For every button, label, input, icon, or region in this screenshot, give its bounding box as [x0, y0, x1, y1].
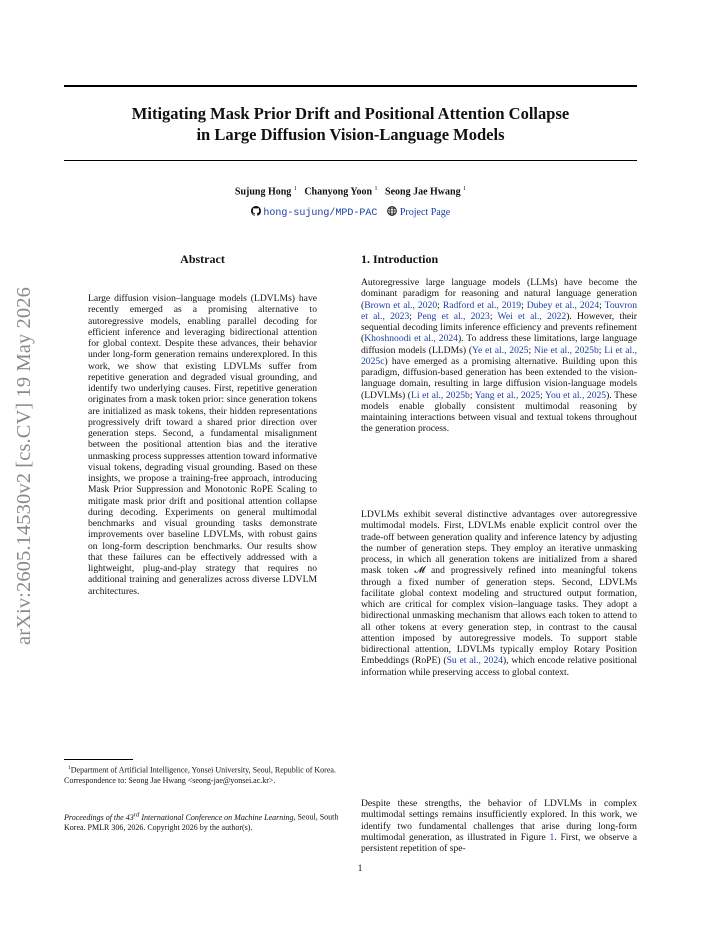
citation-link[interactable]: Nie et al., 2025b — [533, 344, 599, 356]
paragraph-text: ; — [598, 344, 605, 356]
intro-paragraph-3 — [361, 798, 637, 854]
paragraph-text: ), which encode relative positional information while preserving access to global context. — [361, 655, 637, 678]
citation-link[interactable]: Li et al., 2025c — [361, 344, 637, 367]
citation-link[interactable]: Su et al., 2024 — [446, 655, 503, 667]
section-heading-introduction: 1. Introduction — [361, 252, 439, 266]
paragraph-text: ; — [599, 299, 605, 311]
paper-title — [64, 103, 637, 145]
citation-link[interactable]: Touvron et al., 2023 — [361, 299, 637, 322]
paragraph-text: ; — [469, 389, 475, 401]
citation-link[interactable]: Brown et al., 2020 — [364, 299, 438, 311]
conference-number: 43 — [125, 812, 134, 822]
globe-icon — [387, 207, 397, 218]
title-bottom-rule — [64, 160, 637, 161]
proceedings-prefix: Proceedings of the — [64, 812, 126, 822]
author-affiliation-mark: 1 — [463, 186, 467, 192]
paragraph-text: ) have emerged as a promising alternative. Building upon this paradigm, diffusion-based generation has been extended to the vision-language domain, resulting in large diffusion vision-language models (LDVLMs) ( — [361, 355, 637, 401]
github-icon — [251, 207, 261, 218]
affiliation-footnote — [64, 763, 341, 786]
citation-link[interactable]: Li et al., 2025b — [411, 389, 470, 401]
title-line-1: Mitigating Mask Prior Drift and Positional Attention Collapse — [131, 104, 570, 123]
citation-link[interactable]: You et al., 2025 — [545, 389, 607, 401]
author-list — [64, 186, 637, 197]
repo-link[interactable]: hong-sujung/MPD-PAC — [263, 208, 378, 219]
paragraph-text: ). To address these limitations, large language diffusion models (LLDMs) ( — [361, 333, 637, 356]
citation-link[interactable]: Peng et al., 2023 — [417, 310, 490, 322]
paragraph-text: . First, we observe a persistent repetition of spe- — [361, 831, 637, 854]
title-line-2: in Large Diffusion Vision-Language Models — [196, 125, 505, 144]
citation-link[interactable]: Radford et al., 2019 — [442, 299, 522, 311]
paragraph-text: ; — [409, 310, 418, 322]
footnote-mark: 1 — [68, 765, 71, 771]
proceedings-details: , Seoul, South Korea. PMLR 306, 2026. Copyright 2026 by the author(s). — [64, 812, 339, 832]
paragraph-text: Despite these strengths, the behavior of LDVLMs in complex multimodal settings remains insufficiently explored. In this work, we identify two fundamental challenges that arise during long-form multimodal generation, as illustrated in Figure — [361, 798, 637, 843]
paragraph-text: ). However, their sequential decoding limits inference efficiency and prevents refinement ( — [361, 310, 637, 345]
paragraph-text: ; — [540, 389, 545, 401]
author-affiliation-mark: 1 — [374, 186, 378, 192]
page-number: 1 — [357, 863, 363, 874]
paragraph-text: ). These models enable globally consistent multimodal reasoning by maintaining interactions between visual and textual tokens throughout the generation process. — [361, 389, 637, 435]
citation-link[interactable]: 1 — [549, 831, 555, 843]
title-top-rule — [64, 85, 637, 87]
abstract-text: Large diffusion vision–language models (LDVLMs) have recently emerged as a promising alternative to autoregressive models, enabling parallel decoding for efficient inference and leveraging bidirectional attention for global context. Despite these advances, their behavior under long-form generation remains underexplored. In this work, we show that existing LDVLMs suffer from repetitive generation and degraded visual grounding, and identify two underlying causes. First, repetitive generation originates from a mask token prior: since generation tokens are initialized as mask tokens, their hidden representations progressively drift toward a shared prior direction over generation steps. Second, a fundamental misalignment between the positional attention bias and the iterative unmasking process suppresses attention toward informative visual tokens, degrading visual grounding. Based on these insights, we propose a training-free approach, introducing Mask Prior Suppression and Monotonic RoPE Scaling to mitigate mask prior drift and positional attention collapse during decoding. Experiments on general multimodal benchmarks and visual grounding tasks demonstrate improvements over baseline LDVLMs, with robust gains on long-form description benchmarks. Our results show that these failures can be effectively addressed with a lightweight, plug-and-play strategy that requires no additional training and generalizes across diverse LDVLM architectures. — [88, 293, 317, 597]
paragraph-text: ; — [528, 344, 534, 356]
footnote-rule — [64, 759, 133, 760]
citation-link[interactable]: Dubey et al., 2024 — [526, 299, 600, 311]
paragraph-text: ; — [521, 299, 527, 311]
arxiv-stamp: arXiv:2605.14530v2 [cs.CV] 19 May 2026 — [13, 287, 35, 645]
citation-link[interactable]: Khoshnoodi et al., 2024 — [364, 333, 458, 345]
footnote-text: Department of Artificial Intelligence, Yonsei University, Seoul, Republic of Korea. Correspondence to: Seong Jae Hwang <seong-jae@yonsei.ac.kr>. — [64, 765, 336, 785]
citation-link[interactable]: Yang et al., 2025 — [474, 389, 541, 401]
author-name: Seong Jae Hwang — [385, 186, 461, 198]
author-affiliation-mark: 1 — [293, 186, 297, 192]
intro-paragraph-1 — [361, 277, 637, 435]
ordinal-suffix: rd — [133, 811, 140, 818]
citation-link[interactable]: Wei et al., 2022 — [497, 310, 567, 322]
author-name: Chanyong Yoon — [304, 186, 373, 198]
project-page-link[interactable]: Project Page — [399, 207, 451, 218]
author-name: Sujung Hong — [234, 186, 292, 198]
paragraph-text: ; — [437, 299, 443, 311]
paper-links — [64, 206, 637, 219]
paragraph-text: ; — [489, 310, 498, 322]
proceedings-note — [64, 810, 341, 833]
intro-paragraph-2 — [361, 509, 637, 678]
conference-name: International Conference on Machine Learning — [139, 812, 294, 822]
citation-link[interactable]: Ye et al., 2025 — [472, 344, 529, 356]
paragraph-text: LDVLMs exhibit several distinctive advantages over autoregressive multimodal models. First, LDVLMs enable explicit control over the trade-off between generation quality and inference latency by adjusting the number of generation steps. They employ an iterative unmasking process, in which all generation tokens are initialized from a shared mask token 𝓜 and progressively refined into meaningful tokens through a fixed number of generation steps. Second, LDVLMs facilitate global context modeling and structured output formation, which are critical for complex vision–language tasks. They adopt a bidirectional unmasking mechanism that allows each token to attend to all other tokens at every generation step, in contrast to the causal attention imposed by autoregressive models. To support stable bidirectional attention, LDVLMs typically employ Rotary Position Embeddings (RoPE) ( — [361, 509, 637, 667]
paragraph-text: Autoregressive large language models (LLMs) have become the dominant paradigm for reasoning and natural language generation ( — [361, 277, 637, 311]
abstract-heading: Abstract — [180, 252, 225, 266]
